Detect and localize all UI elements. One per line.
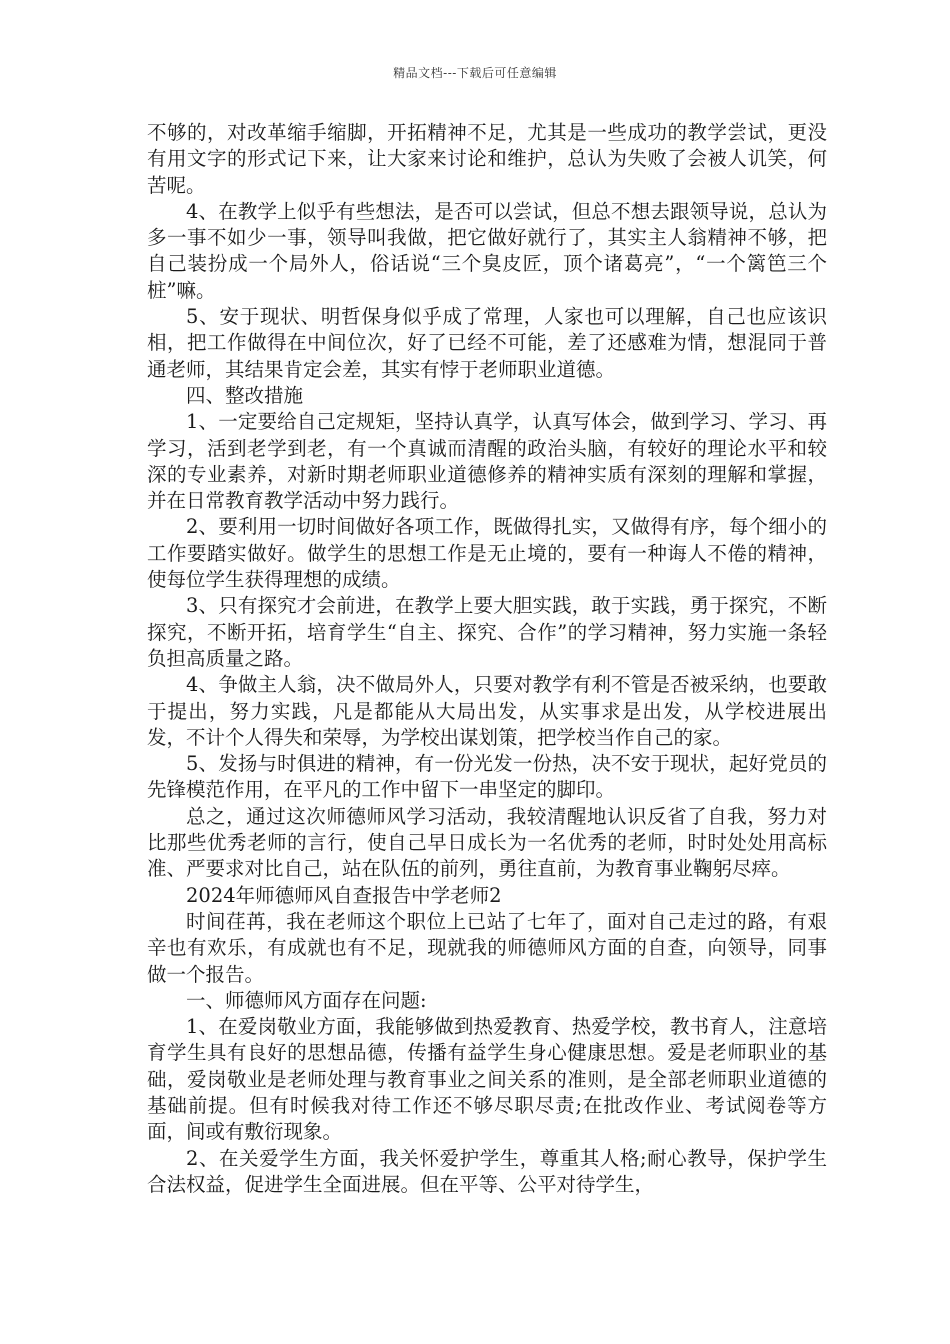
- paragraph: 不够的，对改革缩手缩脚，开拓精神不足，尤其是一些成功的教学尝试，更没有用文字的形式记下来，让大家来讨论和维护，总认为失败了会被人讥笑，何苦呢。: [147, 121, 827, 197]
- document-title: 2024年师德师风自查报告中学老师2: [186, 883, 502, 907]
- section-heading: 四、整改措施: [186, 383, 304, 407]
- paragraph: 2、在关爱学生方面，我关怀爱护学生，尊重其人格;耐心教导，保护学生合法权益，促进学生全面进展。但在平等、公平对待学生，: [147, 1146, 827, 1196]
- paragraph: 4、争做主人翁，决不做局外人，只要对教学有利不管是否被采纳，也要敢于提出，努力实践，凡是都能从大局出发，从实事求是出发，从学校进展出发，不计个人得失和荣辱，为学校出谋划策，把学校当作自己的家。: [147, 673, 827, 749]
- document-body: [147, 120, 827, 1198]
- page-header: 精品文档---下载后可任意编辑: [393, 66, 557, 80]
- paragraph: 时间荏苒，我在老师这个职位上已站了七年了，面对自己走过的路，有艰辛也有欢乐，有成就也有不足，现就我的师德师风方面的自查，向领导，同事做一个报告。: [147, 909, 827, 986]
- paragraph: 5、安于现状、明哲保身似乎成了常理，人家也可以理解，自己也应该识相，把工作做得在中间位次，好了已经不可能，差了还感难为情，想混同于普通老师，其结果肯定会差，其实有悖于老师职业道德。: [147, 305, 827, 381]
- paragraph: 3、只有探究才会前进，在教学上要大胆实践，敢于实践，勇于探究，不断探究，不断开拓，培育学生“自主、探究、合作”的学习精神，努力实施一条轻负担高质量之路。: [147, 594, 827, 670]
- paragraph: 4、在教学上似乎有些想法，是否可以尝试，但总不想去跟领导说，总认为多一事不如少一事，领导叫我做，把它做好就行了，其实主人翁精神不够，把自己装扮成一个局外人，俗话说“三个臭皮匠，顶个诸葛亮”，“一个篱笆三个桩”嘛。: [147, 199, 827, 302]
- section-heading: 一、师德师风方面存在问题:: [186, 988, 427, 1012]
- paragraph: 1、在爱岗敬业方面，我能够做到热爱教育、热爱学校，教书育人，注意培育学生具有良好的思想品德，传播有益学生身心健康思想。爱是老师职业的基础，爱岗敬业是老师处理与教育事业之间关系的准则，是全部老师职业道德的基础前提。但有时候我对待工作还不够尽职尽责;在批改作业、考试阅卷等方面，间或有敷衍现象。: [147, 1015, 827, 1144]
- paragraph: 5、发扬与时俱进的精神，有一份光发一份热，决不安于现状，起好党员的先锋模范作用，在平凡的工作中留下一串坚定的脚印。: [147, 752, 827, 802]
- paragraph: 总之，通过这次师德师风学习活动，我较清醒地认识反省了自我，努力对比那些优秀老师的言行，使自己早日成长为一名优秀的老师，时时处处用高标准、严要求对比自己，站在队伍的前列，勇往直前，为教育事业鞠躬尽瘁。: [147, 804, 827, 881]
- paragraph: 1、一定要给自己定规矩，坚持认真学，认真写体会，做到学习、学习、再学习，活到老学到老，有一个真诚而清醒的政治头脑，有较好的理论水平和较深的专业素养，对新时期老师职业道德修养的精神实质有深刻的理解和掌握，并在日常教育教学活动中努力践行。: [147, 410, 827, 513]
- paragraph: 2、要利用一切时间做好各项工作，既做得扎实，又做得有序，每个细小的工作要踏实做好。做学生的思想工作是无止境的，要有一种诲人不倦的精神，使每位学生获得理想的成绩。: [147, 515, 827, 592]
